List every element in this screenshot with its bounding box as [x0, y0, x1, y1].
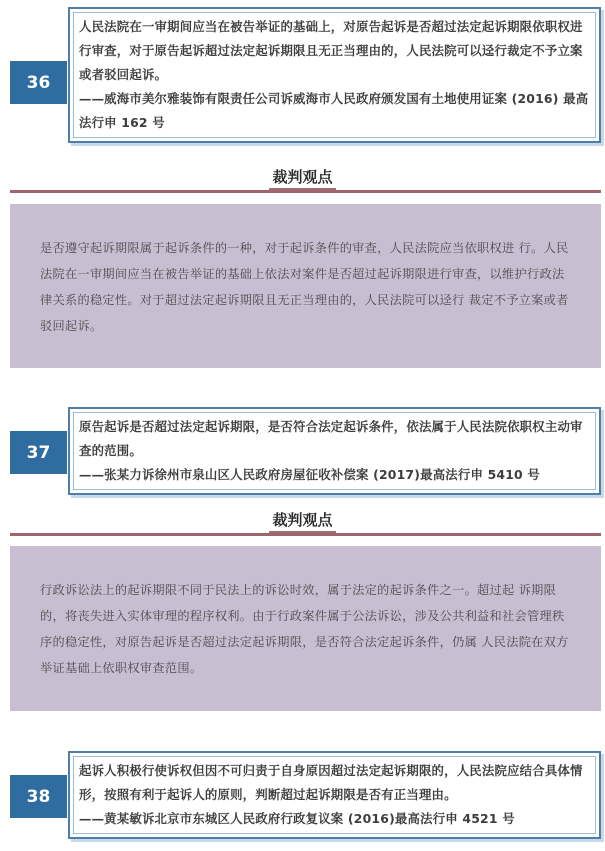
opinion-panel	[10, 204, 601, 368]
case-card	[68, 407, 601, 495]
opinion-panel	[10, 546, 601, 711]
case-holding: 原告起诉是否超过法定起诉期限，是否符合法定起诉条件，依法属于人民法院依职权主动审查的范围。	[79, 419, 583, 458]
case-number-badge: 38	[10, 775, 67, 818]
case-card	[68, 7, 601, 143]
divider	[10, 533, 601, 536]
case-holding: 人民法院在一审期间应当在被告举证的基础上，对原告起诉是否超过法定起诉期限依职权进行审查，对于原告起诉超过法定起诉期限且无正当理由的，人民法院可以迳行裁定不予立案或者驳回起诉。	[79, 19, 583, 82]
divider	[10, 190, 601, 193]
case-card	[68, 751, 601, 839]
case-source: ——黄某敏诉北京市东城区人民政府行政复议案 (2016)最高法行申 4521 号	[79, 811, 515, 826]
case-source: ——威海市美尔雅装饰有限责任公司诉威海市人民政府颁发国有土地使用证案 (2016) 最高法行申 162 号	[79, 91, 589, 130]
section-title	[0, 509, 605, 530]
case-number-badge: 37	[10, 431, 67, 474]
section-title-text: 裁判观点	[269, 166, 335, 187]
case-holding: 起诉人积极行使诉权但因不可归责于自身原因超过法定起诉期限的，人民法院应结合具体情形，按照有利于起诉人的原则，判断超过起诉期限是否有正当理由。	[79, 763, 583, 802]
section-title	[0, 166, 605, 187]
case-source: ——张某力诉徐州市泉山区人民政府房屋征收补偿案 (2017)最高法行申 5410 号	[79, 467, 540, 482]
opinion-text: 行政诉讼法上的起诉期限不同于民法上的诉讼时效，属于法定的起诉条件之一。超过起 诉期限的，将丧失进入实体审理的程序权利。由于行政案件属于公法诉讼，涉及公共利益和社会管理秩序的稳定性，对原告起诉是否超过法定起诉期限，是否符合法定起诉条件，仍属 人民法院在双方举证基础上依职权审查范围。	[40, 583, 569, 675]
opinion-text: 是否遵守起诉期限属于起诉条件的一种，对于起诉条件的审查，人民法院应当依职权进 行。人民法院在一审期间应当在被告举证的基础上依法对案件是否超过起诉期限进行审查，以维护行政法律关系的稳定性。对于超过法定起诉期限且无正当理由的，人民法院可以迳行 裁定不予立案或者驳回起诉。	[40, 241, 569, 333]
section-title-text: 裁判观点	[269, 509, 335, 530]
case-number-badge: 36	[10, 61, 67, 104]
